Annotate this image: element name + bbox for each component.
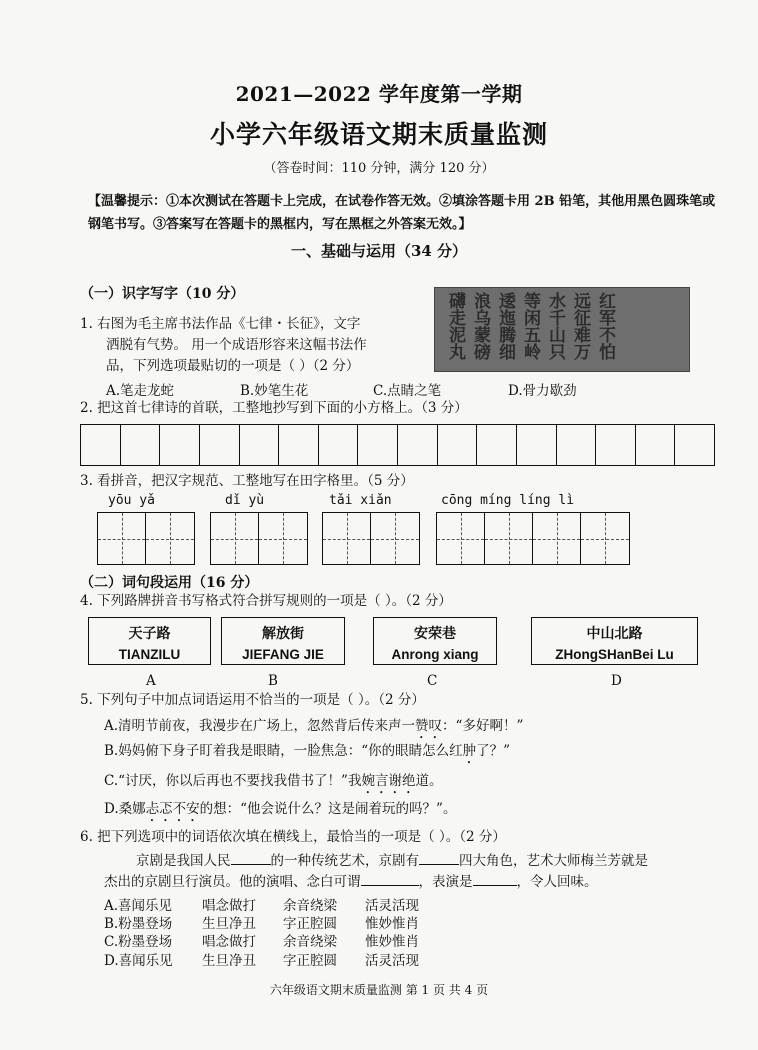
q5-option-d[interactable]: [104, 799, 456, 825]
grid-cell[interactable]: [398, 425, 438, 465]
grid-cell[interactable]: [675, 425, 714, 465]
tianzige-cell[interactable]: [533, 513, 581, 564]
tianzige-group-4[interactable]: [436, 512, 630, 565]
q5c-part2: 道。: [415, 773, 443, 789]
q6-option-a-1[interactable]: A.喜闻乐见: [104, 898, 173, 914]
q6-text: 6. 把下列选项中的词语依次填在横线上，最恰当的一项是（ ）。（2 分）: [80, 829, 506, 845]
road-sign-a: [88, 617, 211, 665]
grid-cell[interactable]: [279, 425, 319, 465]
part-title-1: （一）识字写字（10 分）: [80, 286, 245, 302]
sign-label-d[interactable]: D: [611, 673, 622, 689]
q6-option-c-2: 唱念做打: [202, 934, 256, 950]
sign-label-b[interactable]: B: [268, 673, 278, 689]
q5d-word: 忐忑不安: [145, 801, 200, 817]
q6-option-b-4: 惟妙惟肖: [365, 916, 419, 932]
pinyin-1: yōu yǎ: [108, 493, 155, 508]
q6-option-a-3: 余音绕梁: [283, 898, 337, 914]
q5c-part1: C.“讨厌，你以后再也不要找我借书了！”我: [104, 773, 362, 789]
sign-py: TIANZILU: [118, 647, 181, 662]
q2-text: 2. 把这首七律诗的首联，工整地抄写到下面的小方格上。（3 分）: [80, 400, 468, 416]
grid-cell[interactable]: [160, 425, 200, 465]
sign-py: JIEFANG JIE: [242, 647, 324, 662]
tianzige-cell[interactable]: [371, 513, 419, 564]
grid-cell[interactable]: [557, 425, 597, 465]
pinyin-2: dǐ yù: [225, 493, 265, 508]
blank-3[interactable]: [361, 885, 419, 886]
answer-grid[interactable]: [80, 424, 715, 466]
q5c-word: 婉言谢绝: [361, 773, 416, 789]
sign-label-c[interactable]: C: [427, 673, 438, 689]
blank-4[interactable]: [473, 885, 517, 886]
tianzige-group-1[interactable]: [97, 512, 195, 565]
grid-cell[interactable]: [477, 425, 517, 465]
grid-cell[interactable]: [438, 425, 478, 465]
grid-cell[interactable]: [517, 425, 557, 465]
section-title: 一、基础与运用（34 分）: [290, 242, 468, 260]
exam-title: 小学六年级语文期末质量监测: [209, 120, 548, 149]
page-footer: 六年级语文期末质量监测 第 1 页 共 4 页: [269, 983, 489, 997]
q5a-word: 赞叹: [415, 718, 443, 734]
q1-option-a[interactable]: A.笔走龙蛇: [106, 383, 175, 399]
q6-p2b: ，表演是: [418, 874, 473, 890]
q1-line3: 品，下列选项最贴切的一项是（ ）（2 分）: [106, 358, 360, 374]
q6-option-c-3: 余音绕梁: [283, 934, 337, 950]
grid-cell[interactable]: [636, 425, 676, 465]
q6-p1c: 四大角色，艺术大师梅兰芳就是: [459, 853, 648, 869]
q3-text: 3. 看拼音，把汉字规范、工整地写在田字格里。（5 分）: [80, 473, 414, 489]
q5a-part1: A.清明节前夜，我漫步在广场上，忽然背后传来声一: [104, 718, 416, 734]
blank-1[interactable]: [231, 864, 271, 865]
q1-option-d[interactable]: D.骨力歇劲: [508, 383, 577, 399]
q1-option-c[interactable]: C.点睛之笔: [373, 383, 442, 399]
q6-p1a: 京剧是我国人民: [136, 853, 231, 869]
sign-py: ZHongSHanBei Lu: [555, 647, 674, 662]
calligraphy-text: 红军不怕远征难万水千山只等闲五岭逶迤腾细浪乌蒙磅礴走泥丸: [445, 292, 615, 360]
tianzige-group-3[interactable]: [322, 512, 420, 565]
pinyin-4: cōng míng líng lì: [441, 493, 575, 508]
exam-term: 2021—2022 学年度第一学期: [235, 82, 523, 106]
q5-option-a[interactable]: [104, 716, 523, 742]
grid-cell[interactable]: [81, 425, 121, 465]
q6-option-c-1[interactable]: C.粉墨登场: [104, 934, 173, 950]
q5-option-b[interactable]: [104, 741, 510, 767]
tianzige-cell[interactable]: [98, 513, 146, 564]
tianzige-cell[interactable]: [146, 513, 194, 564]
grid-cell[interactable]: [596, 425, 636, 465]
sign-cn: 解放街: [262, 625, 304, 641]
sign-cn: 安荣巷: [414, 625, 456, 641]
pinyin-3: tǎi xiǎn: [329, 493, 392, 508]
q6-option-d-2: 生旦净丑: [202, 953, 256, 969]
q6-option-d-3: 字正腔圆: [283, 953, 337, 969]
sign-cn: 中山北路: [586, 625, 643, 641]
q6-p1b: 的一种传统艺术，京剧有: [270, 853, 419, 869]
road-sign-b: [221, 617, 345, 665]
tianzige-cell[interactable]: [581, 513, 629, 564]
grid-cell[interactable]: [319, 425, 359, 465]
tianzige-cell[interactable]: [259, 513, 307, 564]
grid-cell[interactable]: [358, 425, 398, 465]
q1-line2: 洒脱有气势。 用一个成语形容来这幅书法作: [106, 337, 367, 353]
q5d-part2: 的想：“他会说什么？这是闹着玩的吗？”。: [199, 801, 457, 817]
tianzige-cell[interactable]: [211, 513, 259, 564]
q5b-part1: B.妈妈俯下身子盯着我是眼睛，一脸焦急：“你的眼睛怎么红: [104, 743, 463, 759]
q5d-part1: D.桑娜: [104, 801, 146, 817]
part-title-2: （二）词句段运用（16 分）: [80, 575, 259, 591]
q6-para-line1: [136, 851, 648, 872]
road-sign-d: [531, 617, 698, 665]
grid-cell[interactable]: [121, 425, 161, 465]
sign-cn: 天子路: [128, 625, 171, 641]
exam-time: （答卷时间：110 分钟，满分 120 分）: [263, 161, 495, 176]
q6-option-c-4: 惟妙惟肖: [365, 934, 419, 950]
q5-text: 5. 下列句子中加点词语运用不恰当的一项是（ ）。（2 分）: [80, 692, 425, 708]
q5b-part2: 了？”: [476, 743, 511, 759]
q6-option-b-3: 字正腔圆: [283, 916, 337, 932]
blank-2[interactable]: [419, 864, 459, 865]
calligraphy-image: [434, 287, 690, 372]
tianzige-cell[interactable]: [437, 513, 485, 564]
q5-option-c[interactable]: [104, 771, 442, 797]
notice: 【温馨提示：①本次测试在答题卡上完成，在试卷作答无效。②填涂答题卡用 2B 铅笔，其他用黑色圆珠笔或钢笔书写。③答案写在答题卡的黑框内，写在黑框之外答案无效。】: [88, 194, 716, 232]
q6-option-a-2: 唱念做打: [202, 898, 256, 914]
grid-cell[interactable]: [200, 425, 240, 465]
q6-option-d-4: 活灵活现: [365, 953, 419, 969]
tianzige-cell[interactable]: [323, 513, 371, 564]
tianzige-group-2[interactable]: [210, 512, 308, 565]
road-sign-c: [373, 617, 497, 665]
q1-option-b[interactable]: B.妙笔生花: [240, 383, 309, 399]
q5b-word: 肿: [462, 743, 477, 759]
q5a-part2: ：“多好啊！”: [442, 718, 524, 734]
sign-py: Anrong xiang: [391, 647, 479, 662]
tianzige-cell[interactable]: [485, 513, 533, 564]
q4-text: 4. 下列路牌拼音书写格式符合拼写规则的一项是（ ）。（2 分）: [80, 593, 452, 609]
q6-option-b-2: 生旦净丑: [202, 916, 256, 932]
grid-cell[interactable]: [240, 425, 280, 465]
q6-option-a-4: 活灵活现: [365, 898, 419, 914]
sign-label-a[interactable]: A: [146, 673, 156, 689]
q6-p2c: ，令人回味。: [516, 874, 598, 890]
q6-para-line2: [104, 872, 598, 893]
q6-option-b-1[interactable]: B.粉墨登场: [104, 916, 173, 932]
q1-line1: 1. 右图为毛主席书法作品《七律・长征》，文字: [80, 316, 361, 332]
q6-option-d-1[interactable]: D.喜闻乐见: [104, 953, 173, 969]
q6-p2a: 杰出的京剧旦行演员。他的演唱、念白可谓: [104, 874, 361, 890]
